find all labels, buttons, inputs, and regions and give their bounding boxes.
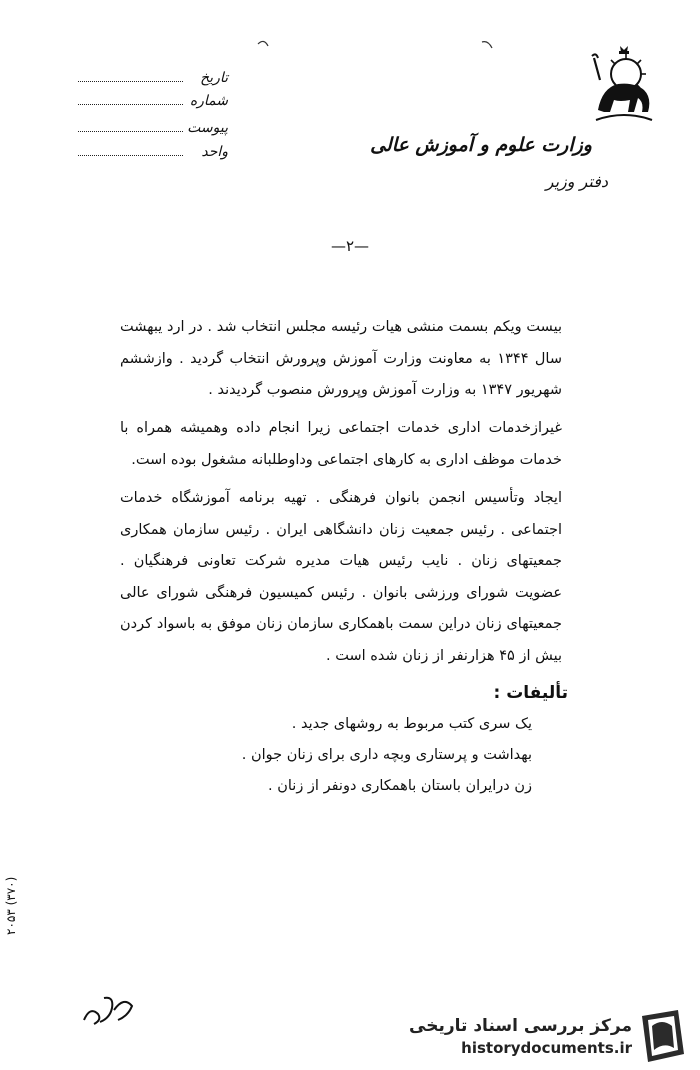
works-item: زن درایران باستان باهمکاری دونفر از زنان . <box>268 778 532 794</box>
attachment-label: پیوست <box>187 120 228 136</box>
archive-side-code: (۳۷۰) ۲۰۵۳ <box>4 876 18 935</box>
paragraph-3: ایجاد وتأسیس انجمن بانوان فرهنگی . تهیه برنامه آموزشگاه خدمات اجتماعی . رئیس جمعیت زنان دانشگاهی ایران . رئیس سازمان همکاری جمعیتهای زنان . نایب رئیس هیات مدیره شرکت تعاونی فرهنگیان . عضویت شورای ورزشی بانوان . رئیس کمیسیون فرهنگی شورای عالی جمعیتهای زنان دراین سمت باهمکاری سازمان زنان موفق به باسواد کردن بیش از ۴۵ هزارنفر از زنان شده است . <box>120 490 562 664</box>
number-field <box>78 89 228 111</box>
date-field <box>78 66 228 88</box>
archive-title: مرکز بررسی اسناد تاریخی <box>409 1016 632 1036</box>
number-label: شماره <box>189 93 228 109</box>
paragraph-1: بیست ویکم بسمت منشی هیات رئیسه مجلس انتخاب شد . در ارد یبهشت سال ۱۳۴۴ به معاونت وزارت آموزش وپرورش انتخاب گردید . وازششم شهریور ۱۳۴۷ به وزارت آموزش وپرورش منصوب گردیدند . <box>120 319 562 398</box>
date-label: تاریخ <box>200 70 228 86</box>
archive-logo-icon <box>636 1006 690 1066</box>
scan-specks <box>250 30 510 60</box>
paragraph-2: غیرازخدمات اداری خدمات اجتماعی زیرا انجام داده وهمیشه همراه با خدمات موظف اداری به کارهای اجتماعی وداوطلبانه مشغول بوده است. <box>120 420 562 468</box>
office-name: دفتر وزیر <box>545 172 608 191</box>
works-item: بهداشت و پرستاری وبچه داری برای زنان جوان . <box>241 747 532 763</box>
unit-field <box>78 140 228 162</box>
works-list <box>172 709 532 802</box>
ministry-name: وزارت علوم و آموزش عالی <box>370 134 592 156</box>
unit-label: واحد <box>201 144 228 160</box>
attachment-field <box>78 116 228 138</box>
works-item: یک سری کتب مربوط به روشهای جدید . <box>291 716 532 732</box>
page-number: —۲— <box>330 237 370 255</box>
works-heading: تألیفات : <box>493 683 568 703</box>
lion-and-sun-emblem-icon <box>586 40 658 128</box>
handwritten-mark-icon <box>78 990 140 1032</box>
archive-url: historydocuments.ir <box>461 1039 632 1057</box>
